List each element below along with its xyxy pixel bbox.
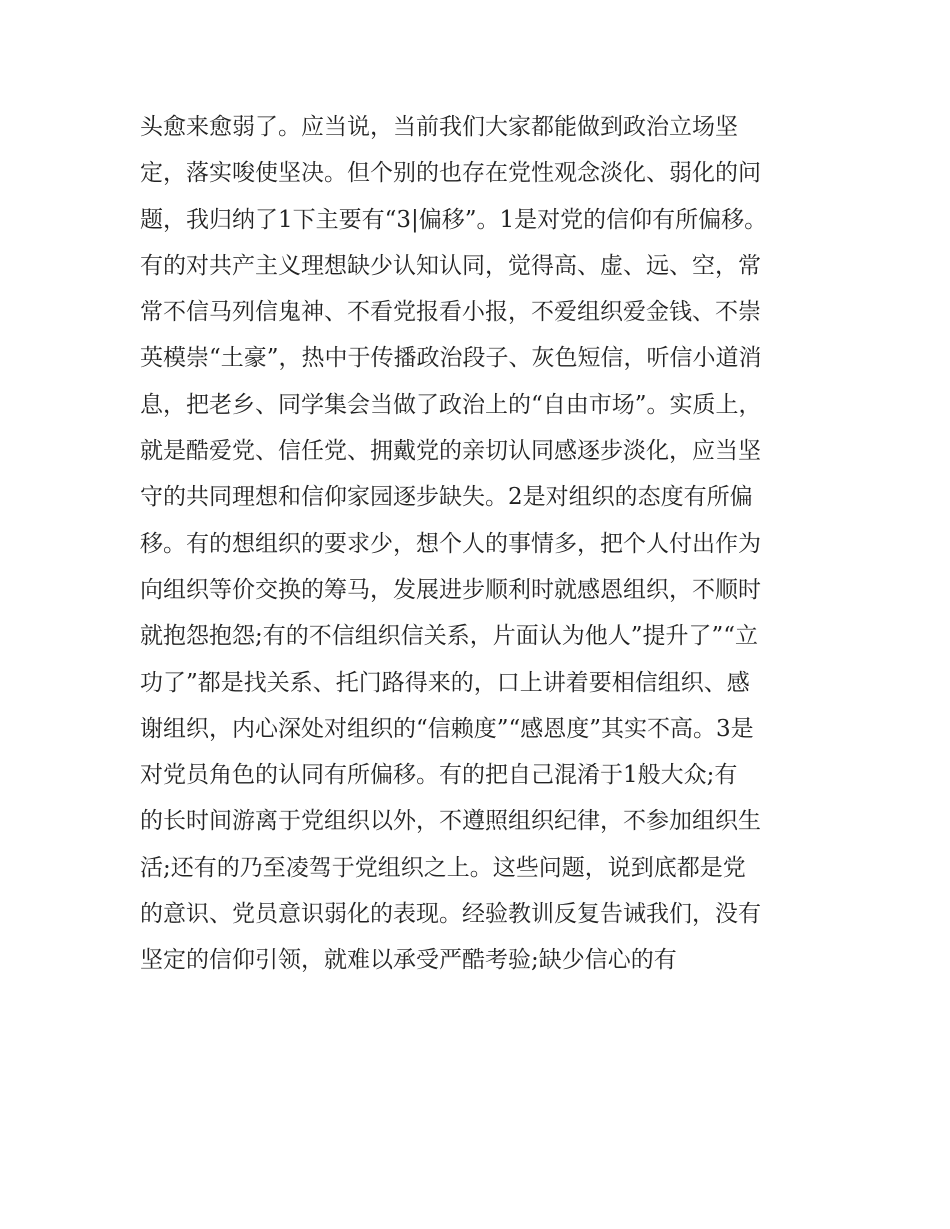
- text-line: 定，落实唆使坚决。但个别的也存在党性观念淡化、弱化的问: [140, 160, 761, 187]
- text-line: 对党员角色的认同有所偏移。有的把自己混淆于1般大众;有: [140, 762, 738, 789]
- text-line: 常不信马列信鬼神、不看党报看小报，不爱组织爱金钱、不崇: [140, 299, 761, 326]
- text-line: 的意识、党员意识弱化的表现。经验教训反复告诫我们，没有: [140, 901, 761, 928]
- text-line: 谢组织，内心深处对组织的“信赖度”“感恩度”其实不高。3是: [140, 715, 754, 742]
- text-line: 坚定的信仰引领，就难以承受严酷考验;缺少信心的有: [140, 947, 677, 974]
- text-line: 英模崇“土豪”，热中于传播政治段子、灰色短信，听信小道消: [140, 345, 762, 372]
- text-line: 头愈来愈弱了。应当说，当前我们大家都能做到政治立场坚: [140, 114, 738, 140]
- text-line: 题，我归纳了1下主要有“3|偏移”。1是对党的信仰有所偏移。: [140, 206, 768, 233]
- text-line: 向组织等价交换的筹马，发展进步顺利时就感恩组织，不顺时: [140, 576, 761, 603]
- text-line: 功了”都是找关系、托门路得来的，口上讲着要相信组织、感: [140, 669, 750, 696]
- body-text: [140, 104, 840, 984]
- text-line: 息，把老乡、同学集会当做了政治上的“自由市场”。实质上，: [140, 391, 762, 418]
- text-line: 移。有的想组织的要求少，想个人的事情多，把个人付出作为: [140, 530, 761, 557]
- text-line: 活;还有的乃至凌驾于党组织之上。这些问题，说到底都是党: [140, 854, 746, 881]
- text-line: 有的对共产主义理想缺少认知认同，觉得高、虚、远、空，常: [140, 252, 761, 279]
- text-line: 就抱怨抱怨;有的不信组织信关系，片面认为他人”提升了”“立: [140, 623, 759, 650]
- text-line: 的长时间游离于党组织以外，不遵照组织纪律，不参加组织生: [140, 808, 761, 835]
- text-line: 守的共同理想和信仰家园逐步缺失。2是对组织的态度有所偏: [140, 484, 753, 511]
- text-line: 就是酷爱党、信任党、拥戴党的亲切认同感逐步淡化，应当坚: [140, 438, 761, 465]
